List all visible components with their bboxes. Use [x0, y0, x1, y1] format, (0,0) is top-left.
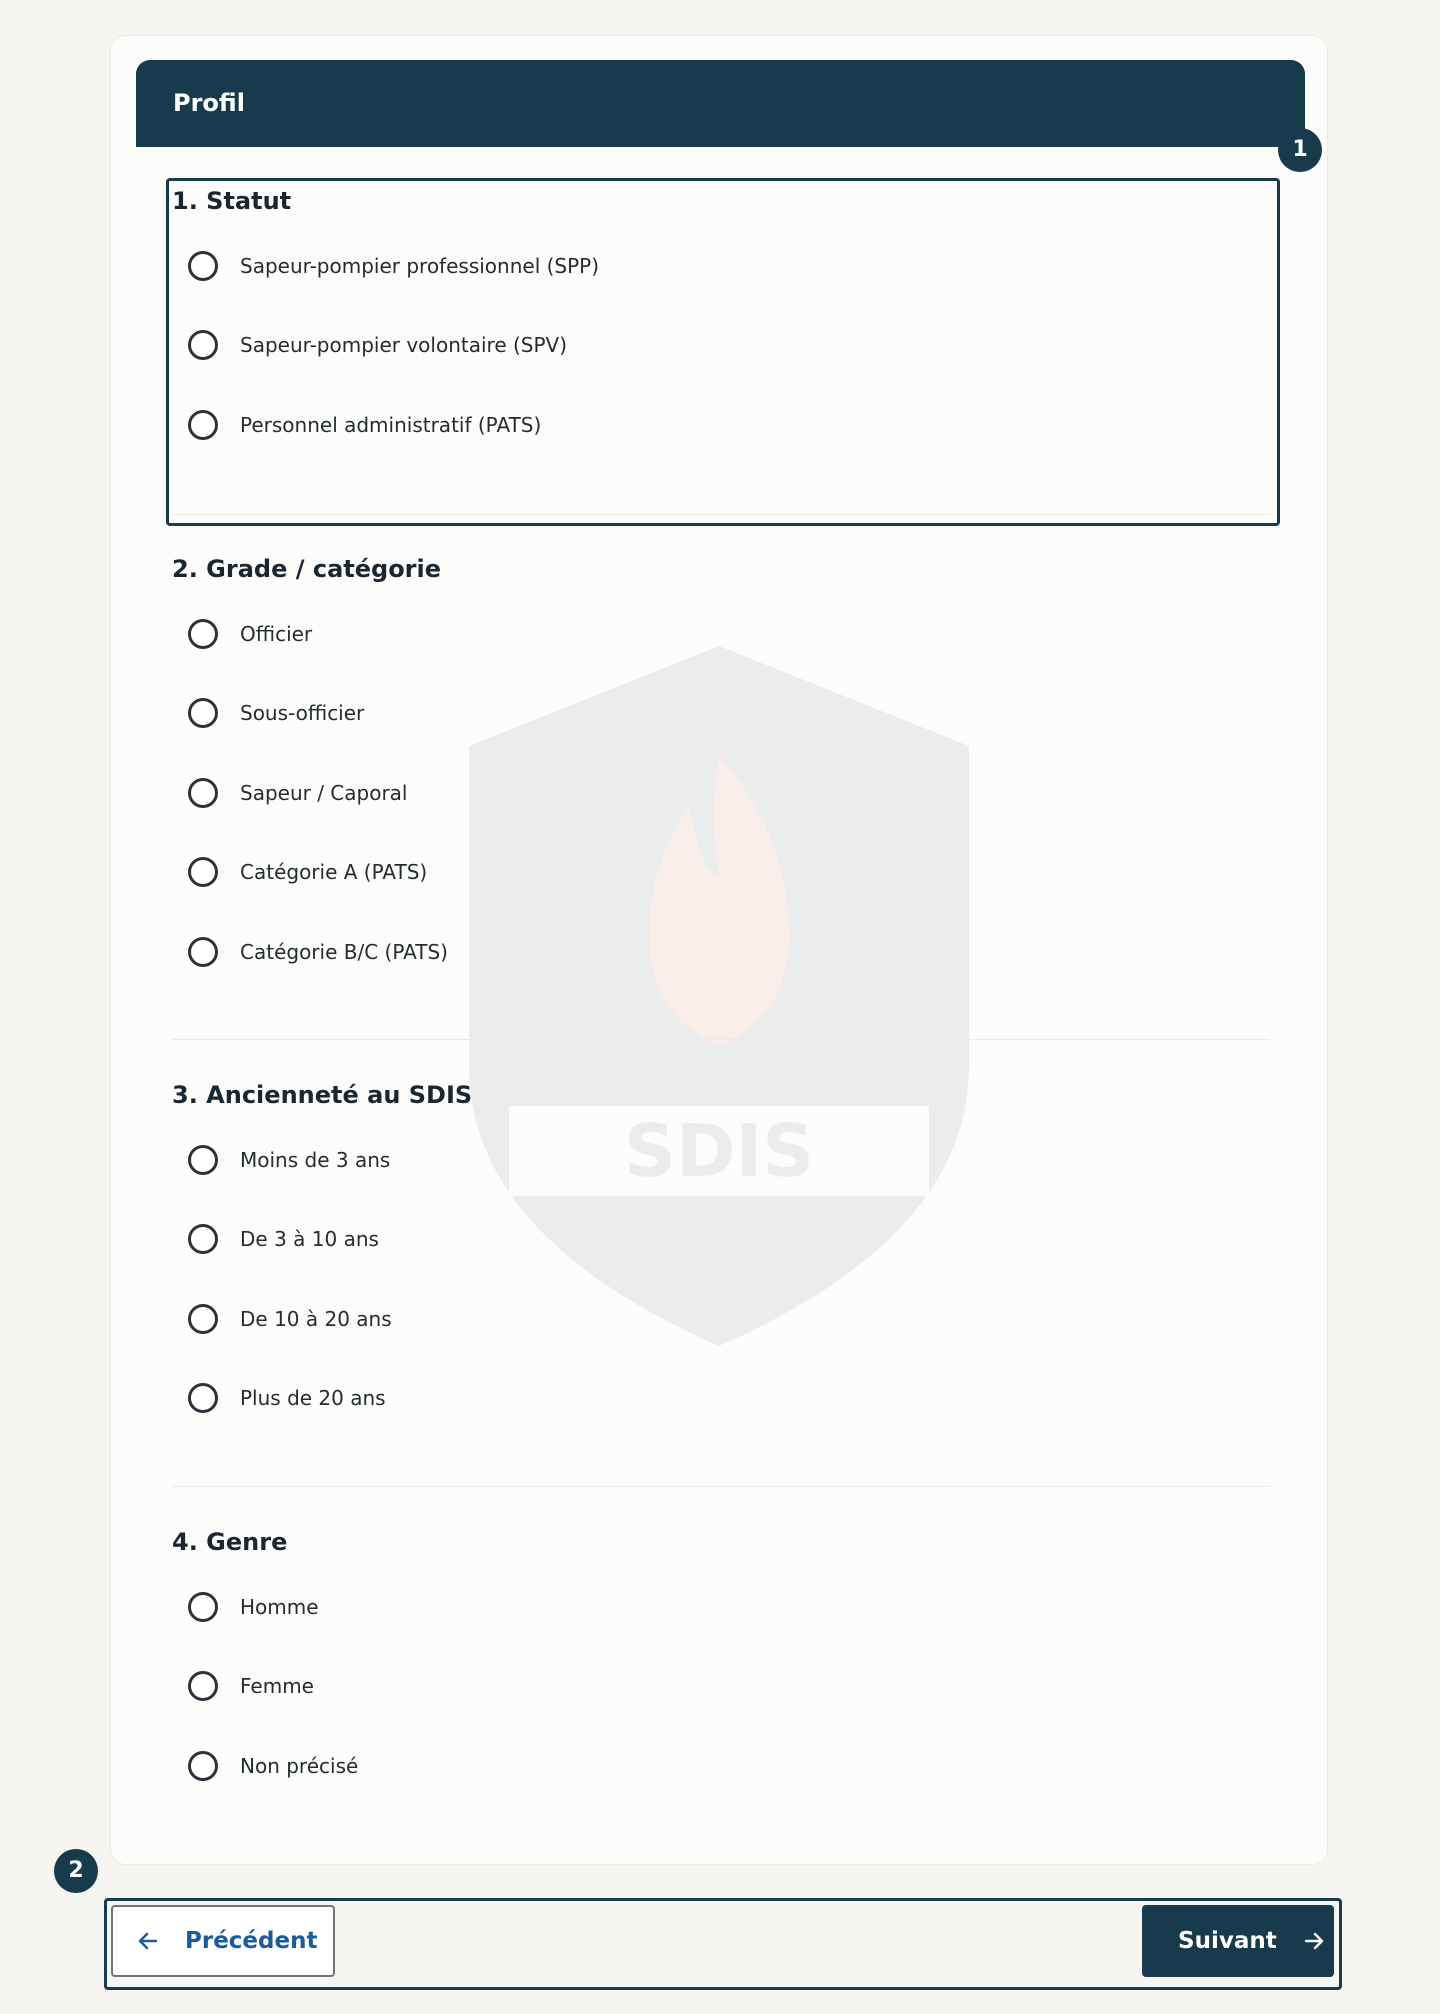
- next-label: Suivant: [1178, 1928, 1277, 1954]
- radio-button[interactable]: [188, 410, 218, 440]
- divider: [172, 1039, 1270, 1040]
- next-button[interactable]: [1142, 1905, 1334, 1977]
- option-label: Plus de 20 ans: [240, 1386, 386, 1411]
- option-sapeur-caporal[interactable]: [172, 753, 1272, 833]
- question-title: 3. Ancienneté au SDIS: [172, 1081, 473, 1109]
- navigation-bar: [104, 1898, 1342, 1990]
- option-spp[interactable]: [172, 226, 1272, 306]
- arrow-right-icon: [1303, 1930, 1325, 1952]
- question-genre: [172, 1527, 1272, 1806]
- radio-button[interactable]: [188, 937, 218, 967]
- option-spv[interactable]: [172, 306, 1272, 386]
- option-categorie-bc[interactable]: [172, 912, 1272, 992]
- option-non-precise[interactable]: [172, 1726, 1272, 1806]
- radio-button[interactable]: [188, 778, 218, 808]
- radio-button[interactable]: [188, 1304, 218, 1334]
- radio-button[interactable]: [188, 1592, 218, 1622]
- question-title: 1. Statut: [172, 187, 292, 215]
- option-label: Officier: [240, 621, 313, 646]
- option-plus-20-ans[interactable]: [172, 1359, 1272, 1439]
- option-categorie-a[interactable]: [172, 833, 1272, 913]
- option-officier[interactable]: [172, 594, 1272, 674]
- option-label: De 10 à 20 ans: [240, 1306, 392, 1331]
- question-statut: [172, 186, 1272, 465]
- option-label: Sous-officier: [240, 701, 365, 726]
- option-femme[interactable]: [172, 1647, 1272, 1727]
- option-3-10-ans[interactable]: [172, 1200, 1272, 1280]
- step-badge-1: 1: [1278, 128, 1322, 172]
- option-label: Femme: [240, 1674, 314, 1699]
- section-header: [136, 60, 1305, 147]
- radio-button[interactable]: [188, 619, 218, 649]
- divider: [172, 514, 1270, 515]
- option-label: Catégorie A (PATS): [240, 860, 428, 885]
- option-10-20-ans[interactable]: [172, 1279, 1272, 1359]
- option-label: Sapeur-pompier volontaire (SPV): [240, 333, 568, 358]
- option-homme[interactable]: [172, 1567, 1272, 1647]
- radio-button[interactable]: [188, 1383, 218, 1413]
- option-label: Sapeur / Caporal: [240, 780, 408, 805]
- question-grade: [172, 554, 1272, 992]
- question-title: 4. Genre: [172, 1528, 288, 1556]
- arrow-left-icon: [137, 1930, 159, 1952]
- option-label: Personnel administratif (PATS): [240, 412, 542, 437]
- radio-button[interactable]: [188, 1224, 218, 1254]
- option-label: De 3 à 10 ans: [240, 1227, 379, 1252]
- option-label: Non précisé: [240, 1753, 359, 1778]
- option-sous-officier[interactable]: [172, 674, 1272, 754]
- divider: [172, 1486, 1270, 1487]
- radio-button[interactable]: [188, 1751, 218, 1781]
- section-title: Profil: [173, 89, 245, 117]
- question-anciennete: [172, 1080, 1272, 1438]
- previous-button[interactable]: [111, 1905, 335, 1977]
- radio-button[interactable]: [188, 857, 218, 887]
- step-badge-2: 2: [54, 1849, 98, 1893]
- option-label: Sapeur-pompier professionnel (SPP): [240, 253, 600, 278]
- option-label: Moins de 3 ans: [240, 1147, 391, 1172]
- radio-button[interactable]: [188, 251, 218, 281]
- question-title: 2. Grade / catégorie: [172, 555, 442, 583]
- previous-label: Précédent: [185, 1928, 318, 1954]
- option-moins-3-ans[interactable]: [172, 1120, 1272, 1200]
- radio-button[interactable]: [188, 1145, 218, 1175]
- radio-button[interactable]: [188, 1671, 218, 1701]
- radio-button[interactable]: [188, 698, 218, 728]
- option-label: Homme: [240, 1594, 319, 1619]
- watermark-text: SDIS: [623, 1109, 815, 1193]
- option-label: Catégorie B/C (PATS): [240, 939, 448, 964]
- option-pats[interactable]: [172, 385, 1272, 465]
- radio-button[interactable]: [188, 330, 218, 360]
